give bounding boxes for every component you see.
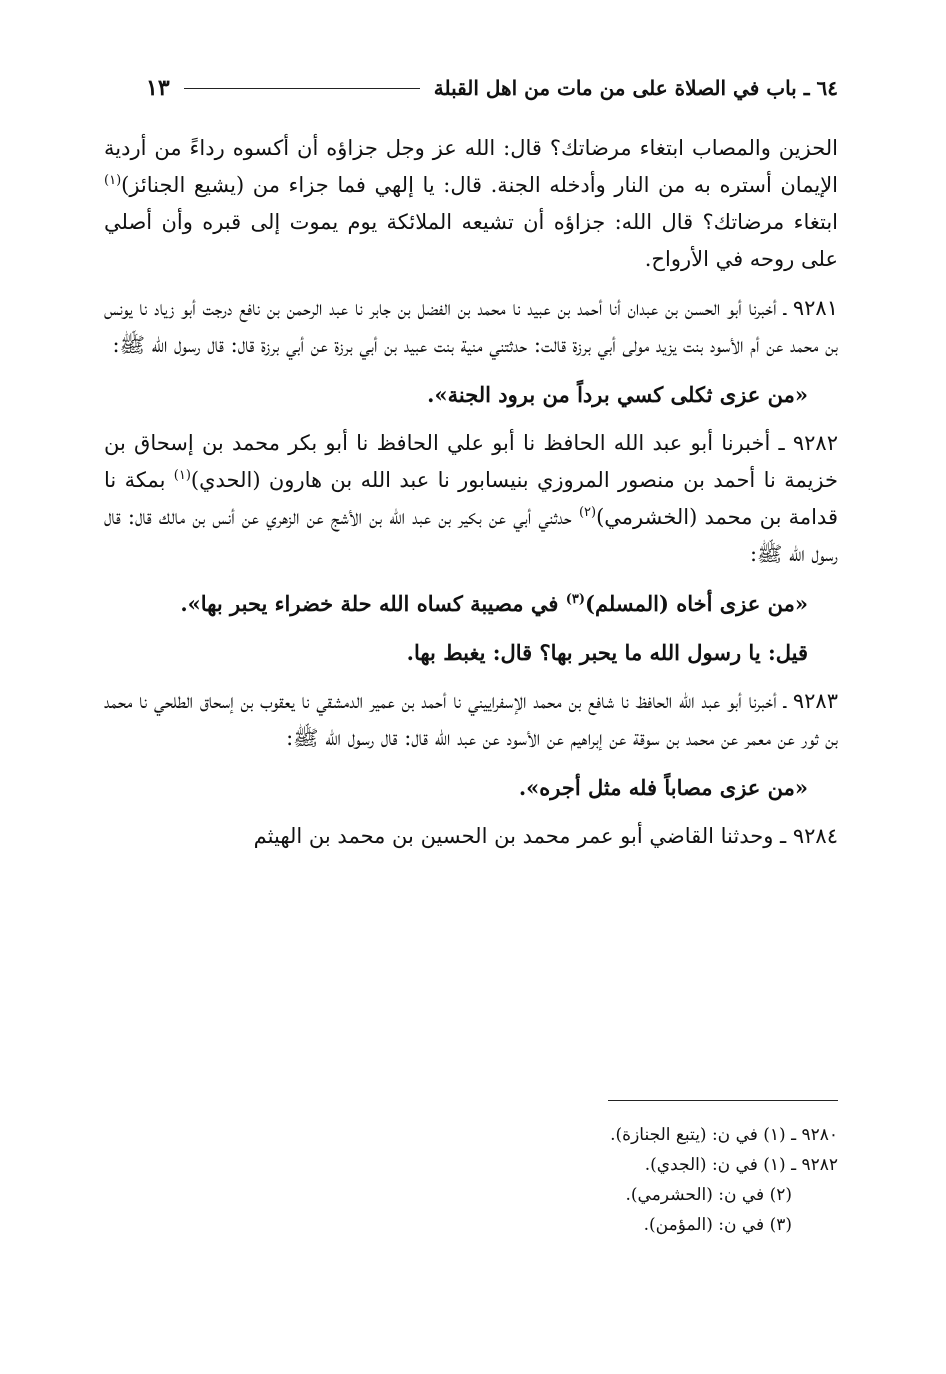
hadith-number: ٩٢٨٣ ـ — [783, 689, 838, 713]
paragraph-continuation: الحزين والمصاب ابتغاء مرضاتك؟ قال: الله عز وجل جزاؤه أن أكسوه رداءً من أردية الإيمان أستره به من النار وأدخله الجنة. قال: يا إلهي فما جزاء من (يشيع الجنائز)$^{(١)}$ ابتغاء مرضاتك؟ قال الله: جزاؤه أن تشيعه الملائكة يوم يموت إلى قبره وأن أصلي على روحه في الأرواح. — [104, 136, 838, 271]
running-header — [146, 72, 838, 104]
hadith-number: ٩٢٨١ ـ — [783, 296, 838, 320]
hadith-9283: ٩٢٨٣ ـ أخبرنا أبو عبد الله الحافظ نا شافع بن محمد الإسفراييني نا أحمد بن عمير الدمشقي نا يعقوب بن إسحاق الطلحي نا محمد بن ثور عن معمر عن محمد بن سوقة عن إبراهيم عن الأسود عن عبد الله قال: قال رسول الله ﷺ: — [104, 689, 838, 750]
footnote-marker: (٢) — [578, 505, 597, 520]
page-number: ١٣ — [146, 75, 170, 101]
chapter-title: ٦٤ ـ باب في الصلاة على من مات من اهل القبلة — [433, 76, 838, 100]
hadith-9281-text: «من عزى ثكلى كسي برداً من برود الجنة». — [427, 382, 808, 407]
footnote-marker: (١) — [173, 468, 191, 483]
hadith-number: ٩٢٨٤ ـ — [780, 824, 838, 848]
footnote-rule — [608, 1100, 838, 1101]
footnotes — [400, 1120, 838, 1240]
footnote-item: ٩٢٨٠ ـ (١) في ن: (يتبع الجنازة). — [610, 1125, 838, 1145]
hadith-9281: ٩٢٨١ ـ أخبرنا أبو الحسن بن عبدان أنا أحمد بن عبيد نا محمد بن الفضل بن جابر نا عبد الرحمن بن نافع درجت أبو زياد نا يونس بن محمد عن أم الأسود بنت يزيد مولى أبي برزة قالت: حدثتني منية بنت عبيد بن أبي برزة عن أبي برزة قال: قال رسول الله ﷺ: — [104, 296, 838, 357]
hadith-number: ٩٢٨٢ ـ — [778, 431, 838, 455]
footnote-marker: (١) — [104, 173, 122, 188]
hadith-9283-text: «من عزى مصاباً فله مثل أجره». — [518, 775, 808, 800]
footnote-item: ٩٢٨٢ ـ (١) في ن: (الجدي). — [644, 1155, 838, 1175]
footnote-marker: (٣) — [565, 592, 586, 607]
hadith-9282-text: «من عزى أخاه (المسلم)$^{(٣)}$ في مصيبة كساه الله حلة خضراء يحبر بها». — [180, 591, 808, 616]
footnote-item: (٣) في ن: (المؤمن). — [643, 1215, 792, 1235]
footnote-item: (٢) في ن: (الحشرمي). — [625, 1185, 792, 1205]
header-rule — [184, 88, 420, 89]
body-text — [104, 130, 838, 867]
hadith-9282-explanation: قيل: يا رسول الله ما يحبر بها؟ قال: يغبط بها. — [406, 640, 808, 665]
hadith-9282: ٩٢٨٢ ـ أخبرنا أبو عبد الله الحافظ نا أبو علي الحافظ نا أبو بكر محمد بن إسحاق بن خزيمة نا أحمد بن منصور المروزي بنيسابور نا عبد الله بن هارون (الحدي)$^{(١)}$ بمكة نا قدامة بن محمد (الخشرمي)$^{(٢)}$ حدثني أبي عن بكير بن عبد الله بن الأشج عن الزهري عن أنس بن مالك قال: قال رسول الله ﷺ: — [104, 431, 839, 566]
hadith-9284: ٩٢٨٤ ـ وحدثنا القاضي أبو عمر محمد بن الحسين بن محمد بن الهيثم — [253, 824, 838, 848]
